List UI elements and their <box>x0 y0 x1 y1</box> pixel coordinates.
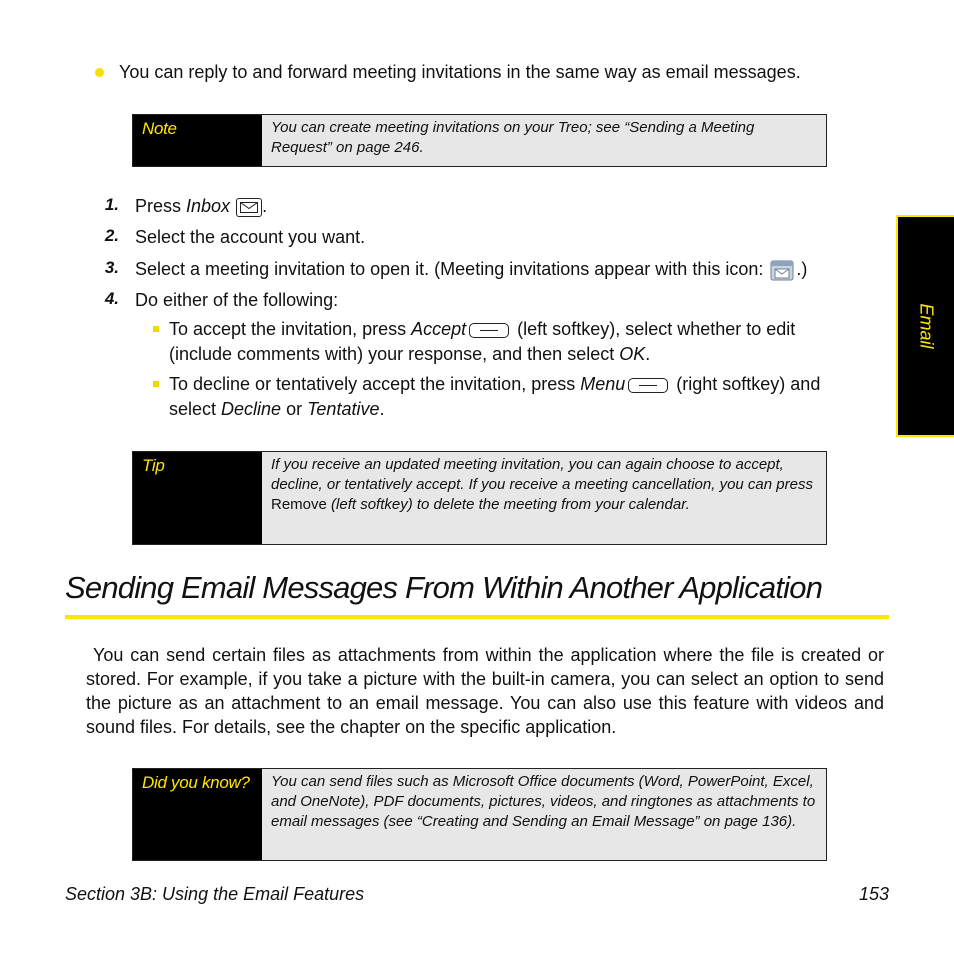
step-text: Do either of the following: <box>135 290 339 310</box>
tip-label: Tip <box>133 452 262 544</box>
step-number: 3. <box>104 258 119 277</box>
instruction-text: . <box>645 344 651 364</box>
right-softkey-icon <box>628 378 668 393</box>
instruction-text: (right softkey) and <box>671 374 821 394</box>
note-callout <box>132 114 827 167</box>
decline-instruction <box>169 372 879 421</box>
left-softkey-icon <box>469 323 509 338</box>
instruction-text: (include comments with) your response, and then select <box>169 344 620 364</box>
side-tab-label: Email <box>916 303 937 349</box>
intro-bullet-text: You can reply to and forward meeting invitations in the same way as email messages. <box>119 62 801 82</box>
instruction-text: or <box>281 399 308 419</box>
decline-label: Decline <box>221 399 282 419</box>
step-text <box>135 257 807 282</box>
ok-label: OK <box>619 344 646 364</box>
meeting-invitation-icon <box>770 258 794 282</box>
tentative-label: Tentative <box>307 399 380 419</box>
chapter-side-tab <box>896 215 954 437</box>
step-text-post: . <box>262 196 268 216</box>
tip-text <box>262 452 826 544</box>
body-paragraph: You can send certain files as attachments from within the application where the file is created or stored. For example, if you take a picture with the built-in camera, you can select an option to send the picture as an attachment to an email message. You can also use this feature with videos and sound files. For details, see the chapter on the specific application. <box>86 645 884 737</box>
square-bullet-icon <box>153 326 159 332</box>
section-heading: Sending Email Messages From Within Another Application <box>65 570 823 605</box>
tip-text-part: (left softkey) to delete the meeting from your calendar. <box>326 496 690 513</box>
accept-instruction <box>169 317 869 366</box>
did-you-know-text: You can send files such as Microsoft Office documents (Word, PowerPoint, Excel, and OneNote), PDF documents, pictures, videos, and ringtones as attachments to email messages (see “Creating and Sending an Email Message” on page 136). <box>271 773 816 830</box>
footer-page-number: 153 <box>858 884 889 904</box>
remove-key-label: Remove <box>271 496 327 513</box>
instruction-text: select <box>169 399 222 419</box>
step-number: 4. <box>104 289 119 308</box>
tip-callout <box>132 451 827 545</box>
instruction-text: (left softkey), select whether to edit <box>512 319 796 339</box>
step-text-post: .) <box>796 259 808 279</box>
step-text-pre: Press <box>135 196 187 216</box>
square-bullet-icon <box>153 381 159 387</box>
heading-divider <box>65 615 889 619</box>
instruction-text: To decline or tentatively accept the invitation, press <box>169 374 581 394</box>
step-text-pre: Select a meeting invitation to open it. (Meeting invitations appear with this icon: <box>135 259 764 279</box>
step-number: 2. <box>104 226 119 245</box>
footer-section-title: Section 3B: Using the Email Features <box>65 884 365 904</box>
accept-key-label: Accept <box>411 319 467 339</box>
instruction-text: To accept the invitation, press <box>169 319 412 339</box>
step-text <box>135 194 267 218</box>
tip-text-part: If you receive an updated meeting invitation, you can again choose to accept, decline, or tentatively accept. If you receive a meeting cancellation, you can press <box>271 456 813 493</box>
did-you-know-label: Did you know? <box>133 769 262 860</box>
note-label: Note <box>133 115 262 166</box>
instruction-text: . <box>379 399 385 419</box>
step-text: Select the account you want. <box>135 227 366 247</box>
inbox-key-label: Inbox <box>186 196 231 216</box>
bullet-dot-icon <box>95 68 104 77</box>
note-text: You can create meeting invitations on your Treo; see “Sending a Meeting Request” on page 246. <box>271 119 755 156</box>
did-you-know-callout <box>132 768 827 861</box>
step-number: 1. <box>104 195 119 214</box>
menu-key-label: Menu <box>580 374 626 394</box>
inbox-icon <box>236 198 262 217</box>
